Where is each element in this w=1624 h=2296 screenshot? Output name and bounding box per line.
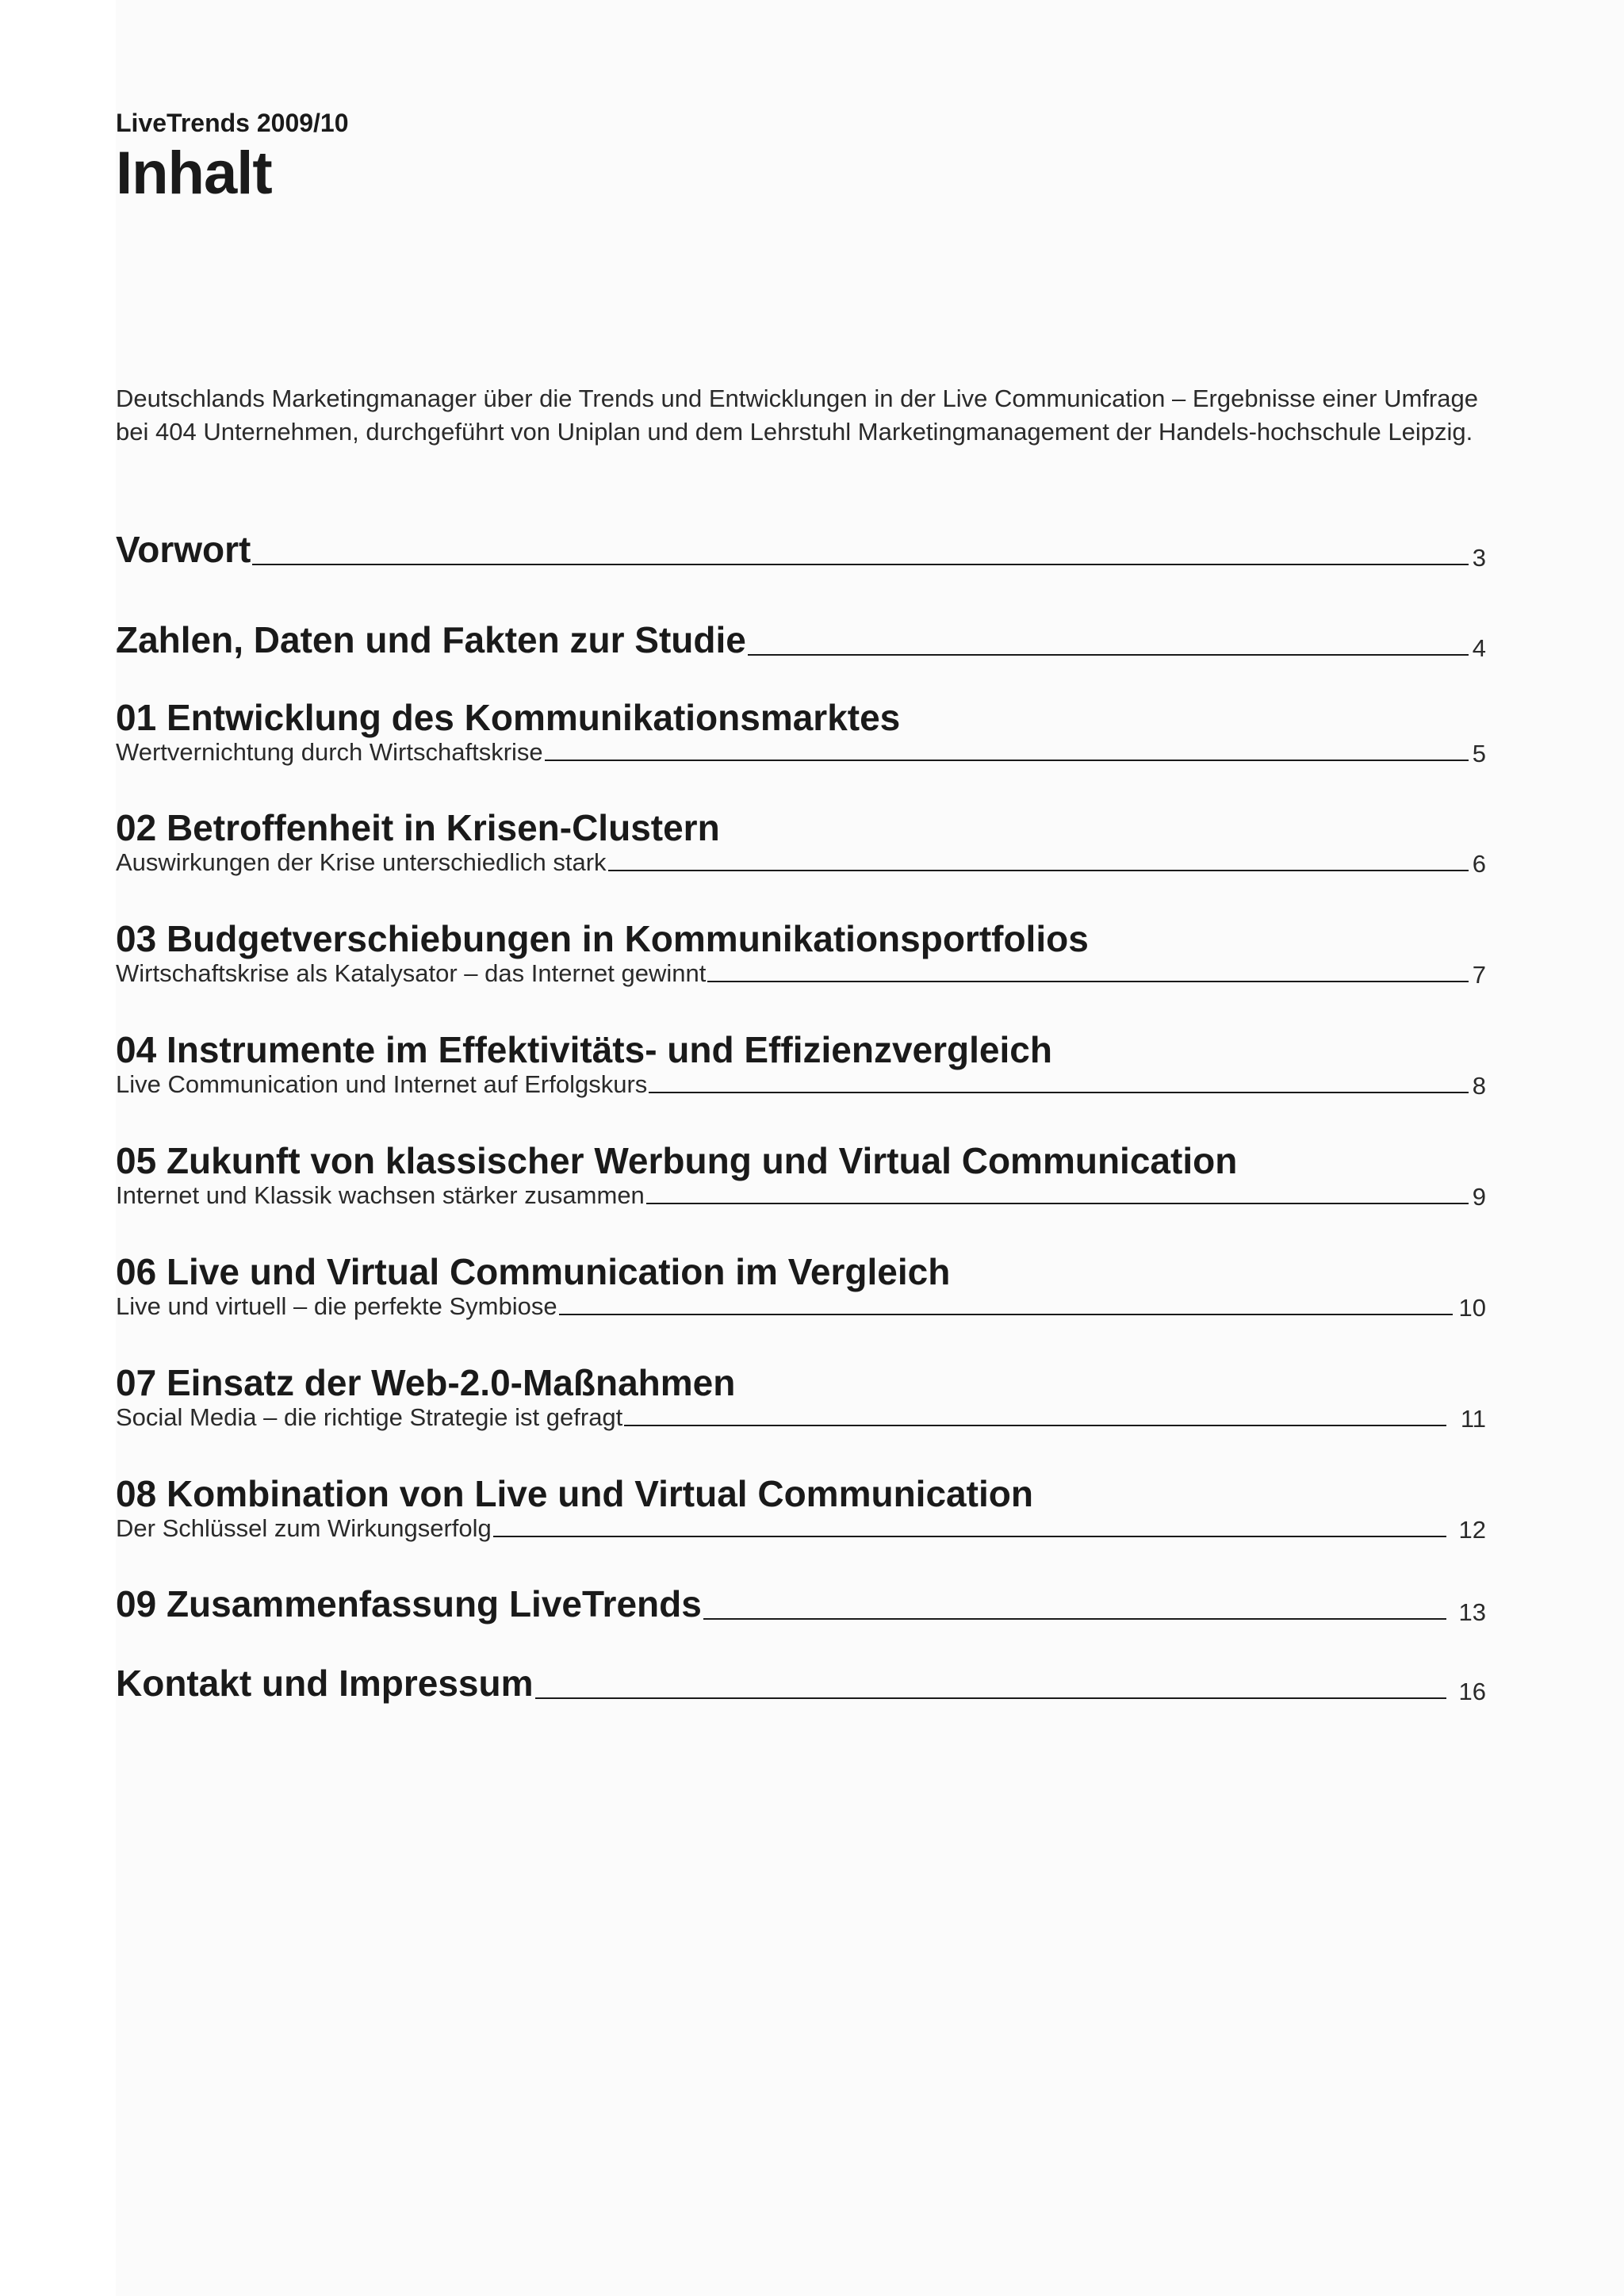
- toc-entry-07[interactable]: [116, 1363, 1486, 1431]
- toc-entry-08[interactable]: [116, 1474, 1486, 1542]
- toc-leader-line: [535, 1697, 1446, 1699]
- toc-entry-subtitle: Wirtschaftskrise als Katalysator – das Internet gewinnt: [116, 959, 707, 987]
- toc-page-number: 11: [1460, 1405, 1486, 1433]
- toc-page-number: 3: [1472, 543, 1486, 572]
- toc-leader-line: [707, 981, 1469, 982]
- toc-page-number: 13: [1458, 1598, 1486, 1626]
- page-header: [116, 109, 349, 208]
- toc-entry-title[interactable]: 01 Entwicklung des Kommunikationsmarktes: [116, 697, 901, 738]
- toc-entry-title[interactable]: 05 Zukunft von klassischer Werbung und Virtual Communication: [116, 1140, 1238, 1181]
- toc-entry-vorwort[interactable]: [116, 530, 1486, 570]
- toc-leader-line: [559, 1314, 1453, 1315]
- toc-entry-subtitle: Live und virtuell – die perfekte Symbiose: [116, 1292, 557, 1320]
- toc-leader-line: [624, 1425, 1446, 1426]
- toc-entry-subtitle: Der Schlüssel zum Wirkungserfolg: [116, 1513, 492, 1542]
- toc-leader-line: [252, 564, 1469, 565]
- toc-leader-line: [649, 1092, 1469, 1093]
- toc-leader-line: [493, 1536, 1446, 1537]
- toc-page-number: 5: [1472, 740, 1486, 768]
- toc-page-number: 16: [1458, 1677, 1486, 1705]
- toc-entry-title[interactable]: Kontakt und Impressum: [116, 1663, 534, 1704]
- toc-entry-09[interactable]: [116, 1584, 1486, 1624]
- toc-entry-04[interactable]: [116, 1030, 1486, 1098]
- toc-leader-line: [608, 870, 1469, 871]
- toc-page-number: 10: [1458, 1294, 1486, 1322]
- toc-entry-kontakt-impressum[interactable]: [116, 1663, 1486, 1704]
- toc-page-number: 9: [1472, 1183, 1486, 1211]
- toc-entry-02[interactable]: [116, 808, 1486, 876]
- toc-entry-03[interactable]: [116, 919, 1486, 987]
- toc-entry-subtitle: Live Communication und Internet auf Erfolgskurs: [116, 1070, 648, 1098]
- toc-page-number: 12: [1458, 1516, 1486, 1544]
- toc-entry-subtitle: Wertvernichtung durch Wirtschaftskrise: [116, 737, 543, 766]
- toc-leader-line: [646, 1203, 1469, 1204]
- publication-title: LiveTrends 2009/10: [116, 109, 349, 137]
- toc-entry-title[interactable]: 07 Einsatz der Web-2.0-Maßnahmen: [116, 1362, 736, 1403]
- toc-entry-subtitle: Social Media – die richtige Strategie ist gefragt: [116, 1402, 623, 1431]
- toc-entry-01[interactable]: [116, 698, 1486, 766]
- toc-entry-06[interactable]: [116, 1252, 1486, 1320]
- toc-entry-title[interactable]: 03 Budgetverschiebungen in Kommunikationsportfolios: [116, 918, 1089, 959]
- toc-entry-title[interactable]: 06 Live und Virtual Communication im Vergleich: [116, 1251, 951, 1292]
- page-title: Inhalt: [116, 140, 272, 208]
- toc-entry-05[interactable]: [116, 1141, 1486, 1209]
- toc-entry-title[interactable]: 04 Instrumente im Effektivitäts- und Effizienzvergleich: [116, 1029, 1052, 1070]
- toc-entry-subtitle: Auswirkungen der Krise unterschiedlich stark: [116, 848, 607, 876]
- toc-page-number: 4: [1472, 633, 1486, 662]
- toc-page-number: 8: [1472, 1072, 1486, 1100]
- toc-leader-line: [748, 654, 1469, 656]
- toc-entry-title[interactable]: Zahlen, Daten und Fakten zur Studie: [116, 619, 746, 660]
- toc-page-number: 7: [1472, 961, 1486, 989]
- toc-entry-subtitle: Internet und Klassik wachsen stärker zusammen: [116, 1181, 645, 1209]
- toc-entry-zahlen-daten-fakten[interactable]: [116, 620, 1486, 660]
- toc-entry-title[interactable]: 09 Zusammenfassung LiveTrends: [116, 1583, 702, 1624]
- toc-leader-line: [703, 1618, 1446, 1620]
- toc-entry-title[interactable]: 08 Kombination von Live und Virtual Communication: [116, 1473, 1033, 1514]
- intro-paragraph: Deutschlands Marketingmanager über die Trends und Entwicklungen in der Live Communication – Ergebnisse einer Umfrage bei 404 Unternehmen, durchgeführt von Uniplan und dem Lehrstuhl Marketingmanagement der Handels-hochschule Leipzig.: [116, 385, 1478, 446]
- toc-entry-title[interactable]: Vorwort: [116, 529, 251, 570]
- toc-page-number: 6: [1472, 850, 1486, 878]
- toc-entry-title[interactable]: 02 Betroffenheit in Krisen-Clustern: [116, 807, 720, 848]
- toc-leader-line: [545, 760, 1469, 761]
